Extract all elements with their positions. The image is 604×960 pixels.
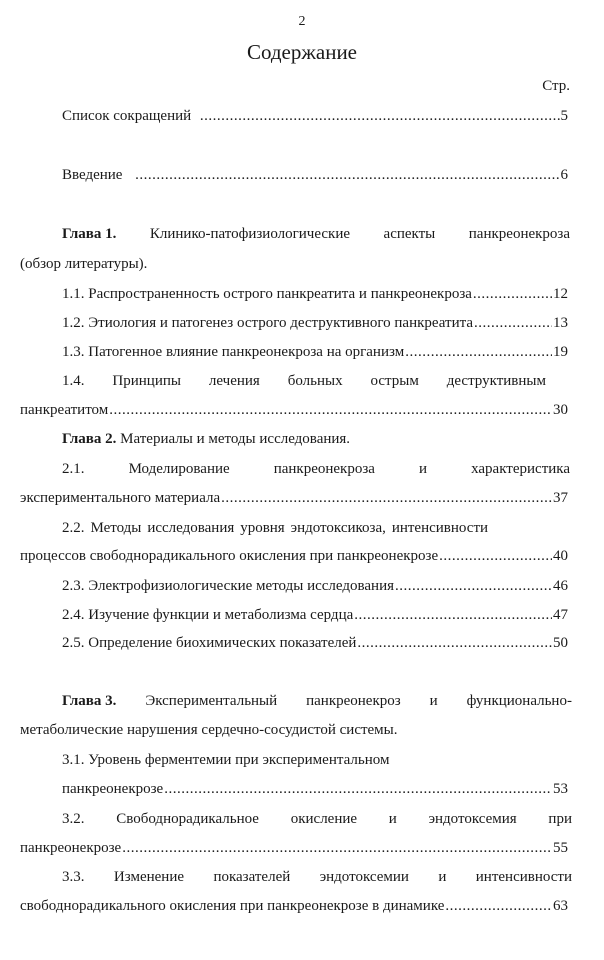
toc-chapter-3-line1 bbox=[62, 691, 572, 711]
toc-leader-dots bbox=[200, 106, 560, 126]
toc-entry-label: свободнорадикального окисления при панкреонекрозе в динамике bbox=[20, 898, 445, 914]
toc-entry-word: при bbox=[548, 811, 572, 827]
chapter-title-word: аспекты bbox=[383, 226, 436, 242]
toc-entry-word: лечения bbox=[208, 373, 260, 389]
toc-leader-dots bbox=[405, 342, 552, 362]
toc-entry-word: окисление bbox=[290, 811, 358, 827]
page-title: Содержание bbox=[246, 40, 358, 64]
toc-entry-1-3 bbox=[62, 342, 568, 362]
toc-entry-page: 13 bbox=[553, 315, 568, 331]
toc-entry-1-4-line2 bbox=[20, 400, 568, 420]
toc-entry-word: Моделирование bbox=[128, 461, 230, 477]
toc-entry-page: 12 bbox=[553, 286, 568, 302]
toc-entry-label: 2.5. Определение биохимических показателей bbox=[62, 635, 357, 651]
toc-entry-page: 55 bbox=[553, 840, 568, 856]
toc-entry-label: экспериментального материала bbox=[20, 490, 221, 506]
toc-entry-page: 30 bbox=[553, 402, 568, 418]
toc-chapter-1-line2: (обзор литературы). bbox=[20, 256, 148, 272]
toc-entry-2-3 bbox=[62, 576, 568, 596]
toc-entry-page: 6 bbox=[560, 167, 568, 183]
page-number: 2 bbox=[298, 14, 306, 29]
toc-entry-1-2 bbox=[62, 313, 568, 333]
toc-entry-label: Введение bbox=[62, 167, 123, 183]
toc-entry-label: 2.4. Изучение функции и метаболизма сердца bbox=[62, 607, 354, 623]
toc-entry-word: эндотоксемия bbox=[428, 811, 517, 827]
toc-entry-3-1-line1: 3.1. Уровень ферментемии при экспериментальном bbox=[62, 752, 390, 768]
toc-leader-dots bbox=[357, 633, 552, 653]
toc-entry-word: 1.4. bbox=[62, 373, 85, 389]
toc-leader-dots bbox=[135, 165, 559, 185]
toc-entry-word: и bbox=[388, 811, 397, 827]
chapter-label: Глава 1. bbox=[62, 226, 117, 242]
toc-entry-word: 2.1. bbox=[62, 461, 85, 477]
toc-entry-page: 37 bbox=[553, 490, 568, 506]
toc-entry-label: 1.1. Распространенность острого панкреатита и панкреонекроза bbox=[62, 286, 472, 302]
toc-leader-dots bbox=[474, 313, 552, 333]
toc-entry-word: 3.3. bbox=[62, 869, 85, 885]
toc-entry-label: 1.3. Патогенное влияние панкреонекроза на организм bbox=[62, 344, 405, 360]
toc-entry-introduction bbox=[62, 165, 568, 185]
toc-entry-page: 19 bbox=[553, 344, 568, 360]
toc-entry-page: 46 bbox=[553, 578, 568, 594]
toc-entry-2-4 bbox=[62, 605, 568, 625]
toc-entry-word: деструктивным bbox=[446, 373, 546, 389]
toc-entry-abbreviations bbox=[62, 106, 568, 126]
chapter-title-word: функционально- bbox=[466, 693, 572, 709]
toc-leader-dots bbox=[109, 400, 552, 420]
toc-entry-1-4-line1 bbox=[62, 371, 546, 391]
toc-entry-word: показателей bbox=[213, 869, 291, 885]
toc-entry-3-2-line1 bbox=[62, 809, 572, 829]
toc-leader-dots bbox=[439, 546, 552, 566]
toc-entry-page: 47 bbox=[553, 607, 568, 623]
toc-entry-page: 5 bbox=[560, 108, 568, 124]
toc-entry-3-3-line2 bbox=[20, 896, 568, 916]
toc-entry-label: 2.3. Электрофизиологические методы исследования bbox=[62, 578, 394, 594]
toc-entry-word: эндотоксемии bbox=[319, 869, 409, 885]
toc-entry-label: панкреонекрозе bbox=[20, 840, 122, 856]
toc-entry-label: панкреатитом bbox=[20, 402, 109, 418]
toc-entry-label: 1.2. Этиология и патогенез острого деструктивного панкреатита bbox=[62, 315, 473, 331]
chapter-label: Глава 3. bbox=[62, 693, 117, 709]
toc-entry-1-1 bbox=[62, 284, 568, 304]
toc-entry-word: больных bbox=[287, 373, 343, 389]
toc-entry-label: Список сокращений bbox=[62, 108, 192, 124]
page-column-label: Стр. bbox=[542, 78, 570, 94]
toc-entry-2-2-line2 bbox=[20, 546, 568, 566]
toc-entry-page: 50 bbox=[553, 635, 568, 651]
toc-entry-label: процессов свободнорадикального окисления при панкреонекрозе bbox=[20, 548, 439, 564]
toc-entry-page: 53 bbox=[553, 781, 568, 797]
chapter-title-word: панкреонекроз bbox=[306, 693, 401, 709]
chapter-title: Материалы и методы исследования. bbox=[116, 431, 351, 447]
toc-chapter-1-line1 bbox=[62, 224, 570, 244]
toc-entry-2-2-line1: 2.2. Методы исследования уровня эндотоксикоза, интенсивности bbox=[62, 520, 489, 536]
toc-leader-dots bbox=[473, 284, 552, 304]
chapter-title-word: и bbox=[429, 693, 438, 709]
toc-leader-dots bbox=[445, 896, 552, 916]
chapter-title-word: Клинико-патофизиологические bbox=[149, 226, 351, 242]
chapter-title-word: панкреонекроза bbox=[468, 226, 570, 242]
toc-entry-word: острым bbox=[370, 373, 419, 389]
toc-entry-word: Принципы bbox=[112, 373, 181, 389]
toc-chapter-3-line2: метаболические нарушения сердечно-сосудистой системы. bbox=[20, 722, 398, 738]
toc-entry-label: панкреонекрозе bbox=[62, 781, 164, 797]
toc-entry-2-1-line2 bbox=[20, 488, 568, 508]
toc-entry-3-3-line1 bbox=[62, 867, 572, 887]
toc-chapter-2 bbox=[62, 429, 350, 449]
toc-leader-dots bbox=[221, 488, 552, 508]
toc-entry-word: и bbox=[438, 869, 447, 885]
toc-entry-word: и bbox=[419, 461, 428, 477]
toc-leader-dots bbox=[354, 605, 552, 625]
toc-leader-dots bbox=[122, 838, 552, 858]
toc-entry-3-1-line2 bbox=[62, 779, 568, 799]
toc-entry-word: характеристика bbox=[471, 461, 570, 477]
toc-entry-page: 40 bbox=[553, 548, 568, 564]
chapter-label: Глава 2. bbox=[62, 431, 117, 447]
toc-entry-word: панкреонекроза bbox=[273, 461, 375, 477]
toc-entry-2-1-line1 bbox=[62, 459, 570, 479]
toc-entry-word: Изменение bbox=[113, 869, 185, 885]
toc-entry-2-5 bbox=[62, 633, 568, 653]
chapter-title-word: Экспериментальный bbox=[145, 693, 278, 709]
toc-leader-dots bbox=[395, 576, 552, 596]
toc-entry-word: Свободнорадикальное bbox=[116, 811, 259, 827]
toc-entry-word: 3.2. bbox=[62, 811, 85, 827]
toc-entry-3-2-line2 bbox=[20, 838, 568, 858]
toc-entry-word: интенсивности bbox=[475, 869, 572, 885]
toc-entry-page: 63 bbox=[553, 898, 568, 914]
toc-leader-dots bbox=[164, 779, 552, 799]
